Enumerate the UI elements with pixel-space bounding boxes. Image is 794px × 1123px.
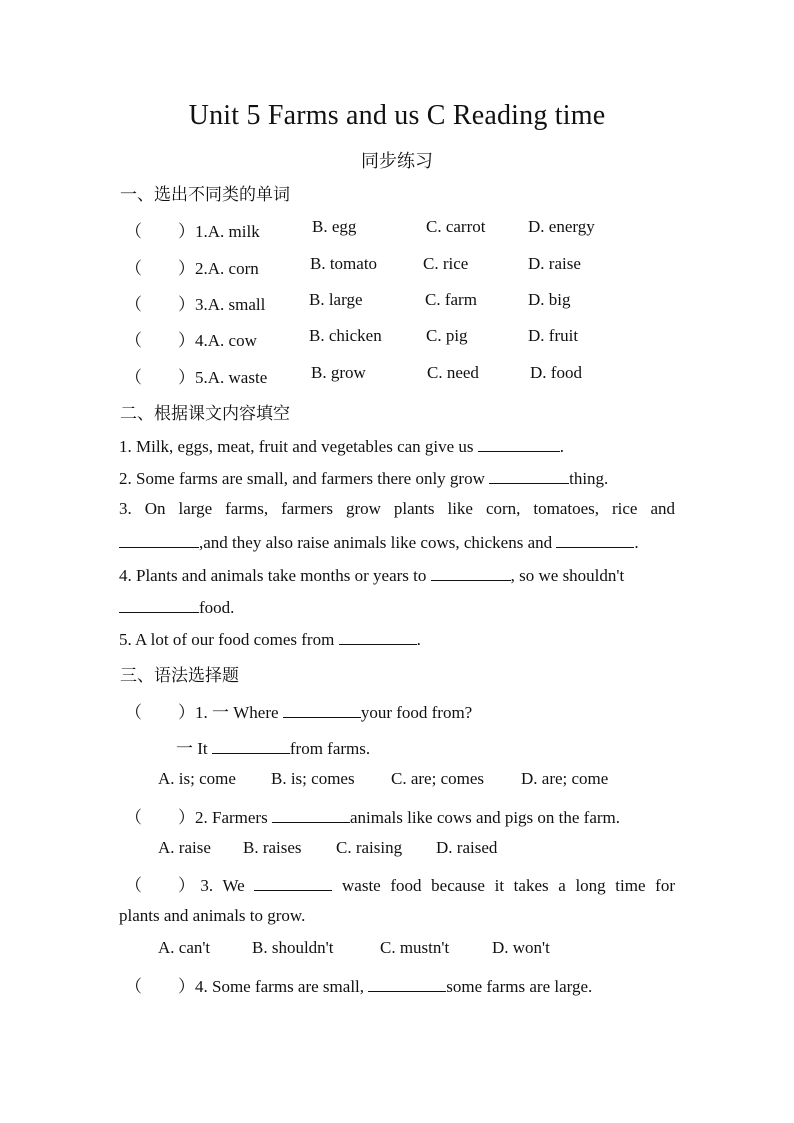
option-b: B. shouldn't	[252, 938, 334, 957]
question-text	[178, 871, 675, 896]
question-text-part: 一 It	[176, 739, 212, 758]
section-3-heading: 三、语法选择题	[120, 666, 239, 686]
answer-blank[interactable]	[489, 467, 569, 484]
question-text: 2. Some farms are small, and farmers there only grow	[119, 469, 490, 488]
option-d: D. raised	[436, 838, 498, 857]
option-c: C. farm	[425, 290, 477, 309]
answer-paren: （	[125, 295, 142, 315]
question-text	[178, 972, 592, 997]
fill-question-3-continued	[119, 531, 675, 553]
option-b: B. tomato	[310, 254, 378, 273]
option-c: C. rice	[423, 254, 469, 273]
option-b: B. grow	[311, 363, 366, 382]
question-text-part: ）3. We	[178, 876, 255, 895]
answer-paren: （	[125, 876, 142, 896]
answer-paren: （	[125, 331, 142, 351]
option-d: D. raise	[528, 254, 581, 273]
option-d: D. big	[528, 290, 571, 309]
answer-blank[interactable]	[283, 701, 361, 718]
question-text-part: animals like cows and pigs on the farm.	[349, 808, 621, 827]
grammar-question-1	[0, 698, 794, 722]
question-text-part: from farms.	[289, 739, 371, 758]
question-text: , so we shouldn't	[510, 566, 625, 585]
question-row	[0, 326, 794, 350]
question-row	[0, 254, 794, 278]
question-text: 1. Milk, eggs, meat, fruit and vegetables can give us	[119, 437, 478, 456]
question-text	[178, 698, 472, 723]
option-a: A. can't	[158, 938, 211, 957]
answer-blank[interactable]	[556, 531, 634, 548]
option-b: B. chicken	[309, 326, 382, 345]
question-text: thing.	[569, 469, 609, 488]
grammar-question-1-options	[0, 769, 794, 793]
answer-paren: （	[125, 222, 142, 242]
option-c: C. need	[427, 363, 479, 382]
option-b: B. egg	[312, 217, 357, 236]
question-text: food.	[199, 598, 235, 617]
question-text-part: waste food because it takes a long time for	[332, 876, 675, 895]
answer-blank[interactable]	[339, 628, 417, 645]
answer-blank[interactable]	[212, 737, 290, 754]
page-title: Unit 5 Farms and us C Reading time	[188, 100, 606, 131]
answer-blank[interactable]	[368, 975, 446, 992]
answer-blank[interactable]	[119, 596, 199, 613]
fill-question-4	[119, 564, 675, 586]
option-d: D. fruit	[528, 326, 579, 345]
question-text-part: ）1. 一 Where	[178, 703, 283, 722]
question-row	[0, 217, 794, 241]
option-c: C. are; comes	[391, 769, 484, 788]
option-a: ）3.A. small	[178, 295, 266, 314]
option-a: ）1.A. milk	[178, 222, 260, 241]
answer-paren: （	[125, 977, 142, 997]
option-d: D. are; come	[521, 769, 609, 788]
option-d: D. won't	[492, 938, 550, 957]
answer-paren: （	[125, 259, 142, 279]
section-1-heading: 一、选出不同类的单词	[120, 185, 290, 205]
question-text: 4. Plants and animals take months or years to	[119, 566, 431, 585]
fill-question-2	[119, 467, 675, 489]
section-2-heading: 二、根据课文内容填空	[120, 404, 290, 424]
option-a: A. raise	[158, 838, 211, 857]
answer-paren: （	[125, 808, 142, 828]
option-c: C. carrot	[426, 217, 486, 236]
question-text	[178, 803, 620, 828]
answer-paren: （	[125, 368, 142, 388]
question-text-part: your food from?	[360, 703, 473, 722]
option-c: C. raising	[336, 838, 403, 857]
question-row	[0, 363, 794, 387]
question-text: .	[416, 630, 421, 649]
grammar-question-3-options	[0, 938, 794, 962]
option-a: A. is; come	[158, 769, 236, 788]
fill-question-3: 3. On large farms, farmers grow plants like corn, tomatoes, rice and	[119, 499, 675, 518]
option-a: ）4.A. cow	[178, 331, 257, 350]
grammar-question-3	[0, 871, 794, 895]
fill-question-4-continued	[119, 596, 675, 618]
grammar-question-1-reply	[0, 734, 794, 758]
fill-question-5	[119, 628, 675, 650]
question-text: .	[634, 533, 639, 552]
page-subtitle: 同步练习	[361, 151, 433, 172]
option-a: ）5.A. waste	[178, 368, 268, 387]
option-c: C. mustn't	[380, 938, 450, 957]
option-a: ）2.A. corn	[178, 259, 259, 278]
option-b: B. large	[309, 290, 363, 309]
question-text: ,and they also raise animals like cows, chickens and	[199, 533, 557, 552]
answer-blank[interactable]	[431, 564, 511, 581]
option-d: D. energy	[528, 217, 595, 236]
question-text-part: ）2. Farmers	[178, 808, 272, 827]
option-b: B. is; comes	[271, 769, 355, 788]
answer-blank[interactable]	[272, 806, 350, 823]
grammar-question-3-continued: plants and animals to grow.	[119, 906, 306, 925]
question-text: .	[559, 437, 565, 456]
grammar-question-4	[0, 972, 794, 996]
fill-question-1	[119, 435, 675, 457]
question-text	[176, 734, 370, 759]
option-c: C. pig	[426, 326, 468, 345]
question-text-part: ）4. Some farms are small,	[178, 977, 369, 996]
answer-blank[interactable]	[254, 874, 332, 891]
question-text-part: some farms are large.	[446, 977, 593, 996]
grammar-question-2-options	[0, 838, 794, 862]
answer-paren: （	[125, 703, 142, 723]
option-b: B. raises	[243, 838, 302, 857]
answer-blank[interactable]	[478, 435, 560, 452]
answer-blank[interactable]	[119, 531, 199, 548]
grammar-question-2	[0, 803, 794, 827]
option-d: D. food	[530, 363, 582, 382]
question-text: 5. A lot of our food comes from	[119, 630, 339, 649]
question-row	[0, 290, 794, 314]
